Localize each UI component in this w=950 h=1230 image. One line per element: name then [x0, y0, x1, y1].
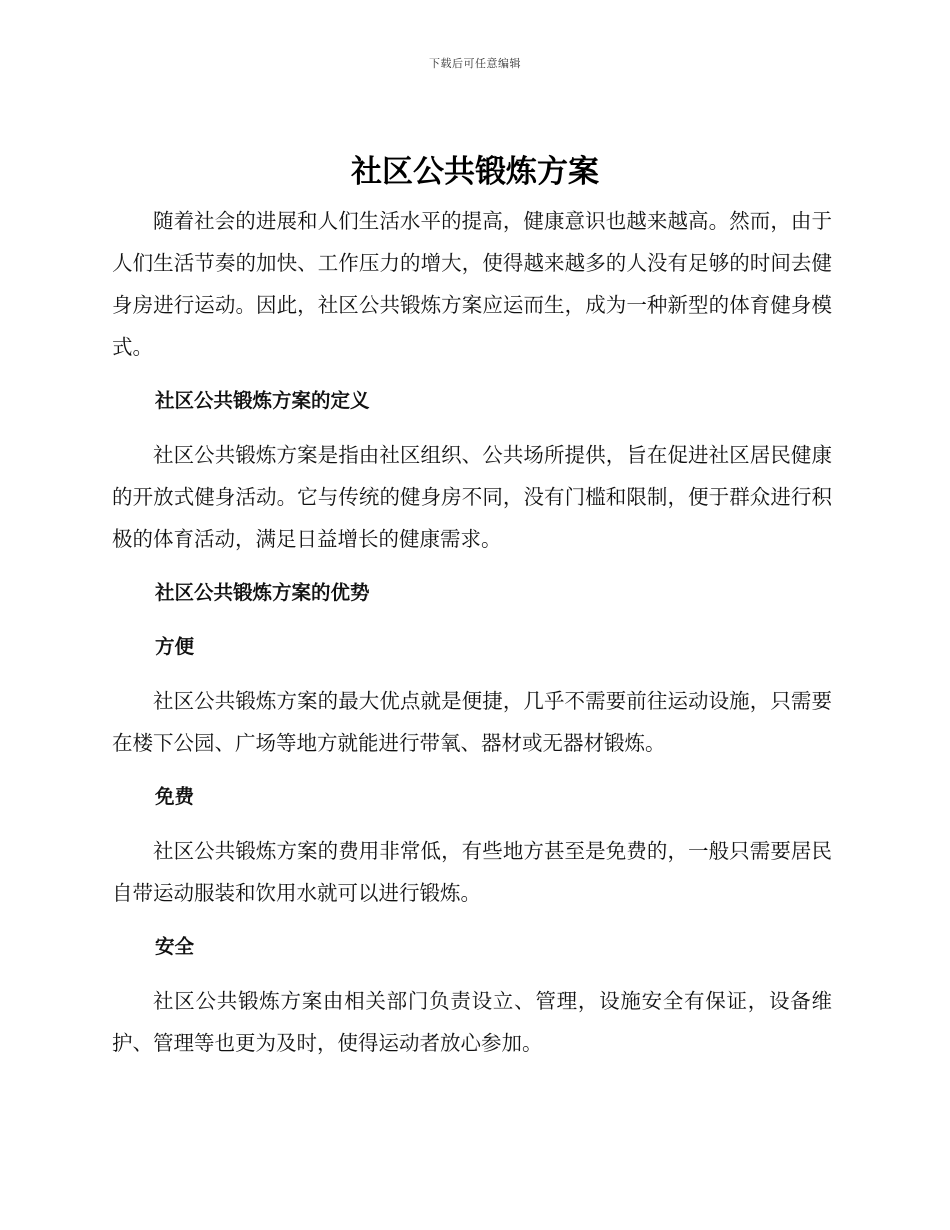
header-note: 下载后可任意编辑 — [429, 57, 521, 70]
advantages-heading: 社区公共锻炼方案的优势 — [155, 581, 370, 604]
free-paragraph: 社区公共锻炼方案的费用非常低，有些地方甚至是免费的，一般只需要居民自带运动服装和饮用水就可以进行锻炼。 — [112, 839, 832, 905]
safe-paragraph: 社区公共锻炼方案由相关部门负责设立、管理，设施安全有保证，设备维护、管理等也更为及时，使得运动者放心参加。 — [112, 989, 832, 1055]
document-title: 社区公共锻炼方案 — [351, 154, 599, 190]
intro-paragraph: 随着社会的进展和人们生活水平的提高，健康意识也越来越高。然而，由于人们生活节奏的加快、工作压力的增大，使得越来越多的人没有足够的时间去健身房进行运动。因此，社区公共锻炼方案应运而生，成为一种新型的体育健身模式。 — [112, 209, 832, 359]
convenient-heading: 方便 — [155, 635, 195, 658]
free-heading: 免费 — [155, 785, 195, 808]
definition-heading: 社区公共锻炼方案的定义 — [155, 389, 370, 412]
document-body — [112, 200, 832, 1064]
definition-paragraph: 社区公共锻炼方案是指由社区组织、公共场所提供，旨在促进社区居民健康的开放式健身活动。它与传统的健身房不同，没有门槛和限制，便于群众进行积极的体育活动，满足日益增长的健康需求。 — [112, 443, 832, 551]
convenient-paragraph: 社区公共锻炼方案的最大优点就是便捷，几乎不需要前往运动设施，只需要在楼下公园、广场等地方就能进行带氧、器材或无器材锻炼。 — [112, 689, 832, 755]
safe-heading: 安全 — [155, 935, 195, 958]
